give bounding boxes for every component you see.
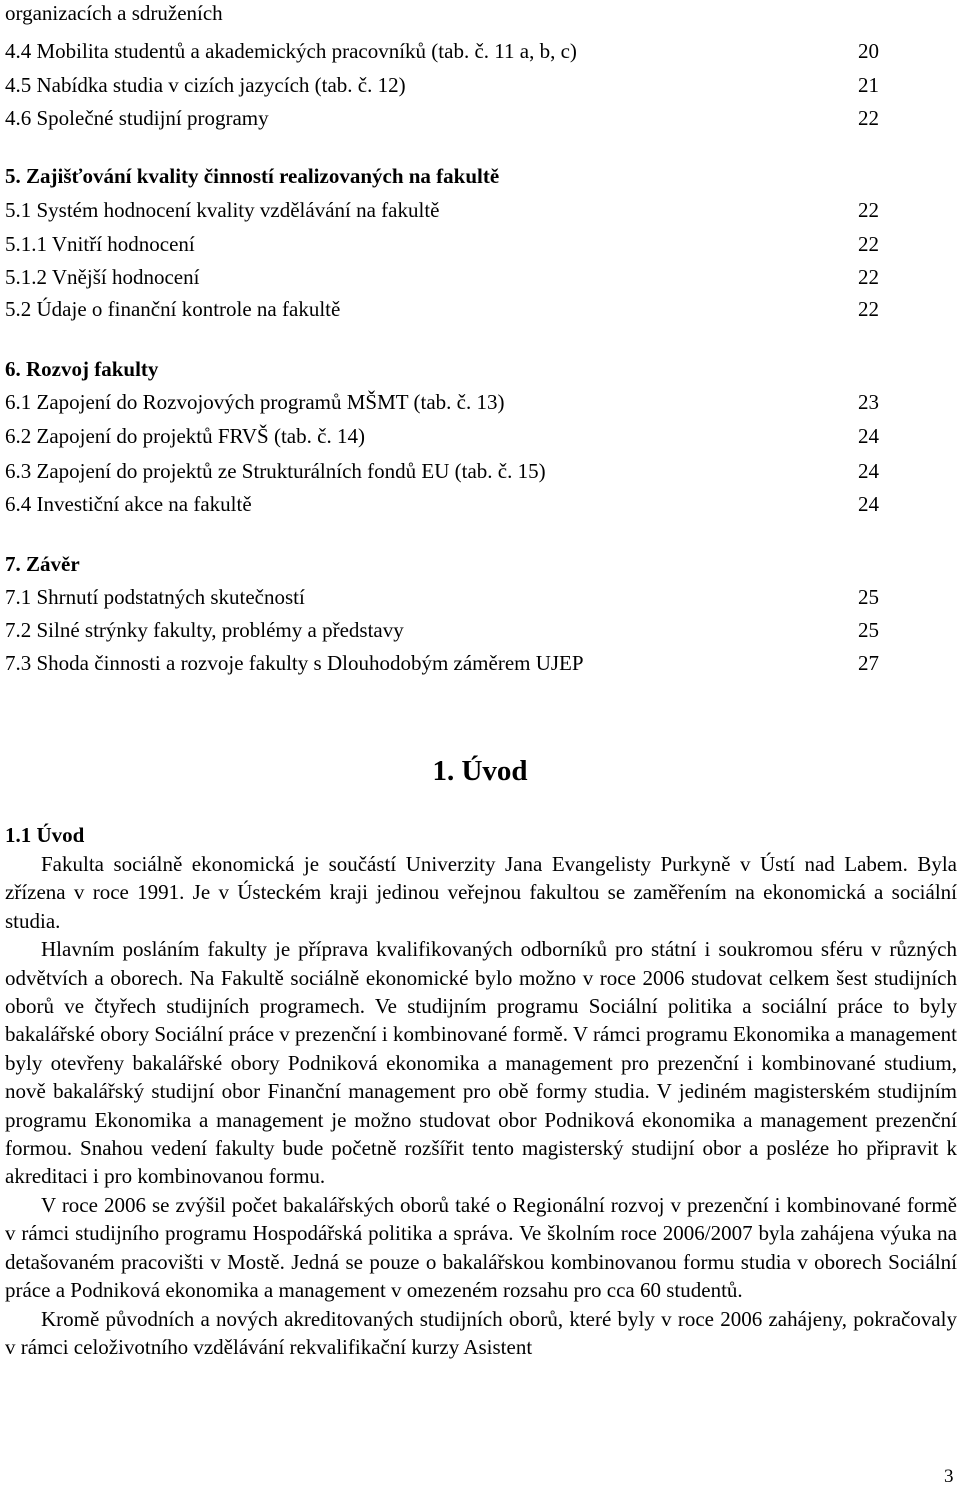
toc-item-page: 22 [858, 265, 879, 289]
chapter-title [0, 755, 960, 788]
toc-item[interactable] [5, 389, 879, 415]
toc-item[interactable] [5, 423, 879, 449]
toc-item-page: 24 [858, 424, 879, 448]
toc-item-page: 25 [858, 618, 879, 642]
toc-item[interactable] [5, 296, 879, 322]
toc-item-page: 24 [858, 492, 879, 516]
paragraph: Hlavním posláním fakulty je příprava kvalifikovaných odborníků pro státní i soukromou sféru v různých odvětvích a oborech. Na Fakultě sociálně ekonomické bylo možno v roce 2006 studovat celkem šest studijních oborů ve čtyřech studijních programech. Ve studijním programu Sociální politika a sociální práce to byly bakalářské obory Sociální práce v prezenční i kombinované formě. V rámci programu Ekonomika a management byly otevřeny bakalářské obory Podniková ekonomika a management pro prezenční i kombinované studium, nově bakalářský studijní obor Finanční management pro obě formy studia. V jediném magisterském studijním programu Ekonomika a management je možno studovat obor Podniková ekonomika a management prezenční formou. Snahou vedení fakulty bude početně rozšířit tento magisterský studijní obor a posléze ho připravit k akreditaci i pro kombinovanou formu. [5, 937, 957, 1189]
toc-item[interactable] [5, 72, 879, 98]
section-body [5, 850, 957, 1361]
toc-item[interactable] [5, 105, 879, 131]
toc-item-text: 7.1 Shrnutí podstatných skutečností [5, 585, 305, 609]
toc-heading-text: 5. Zajišťování kvality činností realizovaných na fakultě [5, 164, 500, 188]
chapter-title-text: 1. Úvod [432, 755, 528, 787]
toc-item-text: 6.4 Investiční akce na fakultě [5, 492, 252, 516]
toc-heading-text: 7. Závěr [5, 552, 80, 576]
toc-item-text: 6.2 Zapojení do projektů FRVŠ (tab. č. 14) [5, 424, 365, 448]
toc-item-text: 5.2 Údaje o finanční kontrole na fakultě [5, 297, 341, 321]
section-title: 1.1 Úvod [5, 823, 85, 847]
toc-item-page: 21 [858, 73, 879, 97]
toc-item-text: 4.4 Mobilita studentů a akademických pracovníků (tab. č. 11 a, b, c) [5, 39, 577, 63]
toc-item-text: 7.3 Shoda činnosti a rozvoje fakulty s Dlouhodobým záměrem UJEP [5, 651, 584, 675]
toc-item-text: 6.3 Zapojení do projektů ze Strukturálních fondů EU (tab. č. 15) [5, 459, 546, 483]
toc-item[interactable] [5, 458, 879, 484]
toc-item-page: 24 [858, 459, 879, 483]
toc-item[interactable] [5, 491, 879, 517]
toc-heading[interactable] [5, 163, 499, 189]
toc-item-page: 23 [858, 390, 879, 414]
toc-heading[interactable] [5, 356, 158, 382]
toc-item-text: 5.1.1 Vnitří hodnocení [5, 232, 195, 256]
toc-item[interactable] [5, 650, 879, 676]
toc-item[interactable] [5, 584, 879, 610]
toc-item-text: 6.1 Zapojení do Rozvojových programů MŠMT (tab. č. 13) [5, 390, 505, 414]
paragraph: Kromě původních a nových akreditovaných studijních oborů, které byly v roce 2006 zahájeny, pokračovaly v rámci celoživotního vzdělávání rekvalifikační kurzy Asistent [5, 1306, 957, 1359]
toc-item[interactable] [5, 264, 879, 290]
toc-heading[interactable] [5, 551, 80, 577]
toc-item[interactable] [5, 197, 879, 223]
toc-item-page: 25 [858, 585, 879, 609]
toc-heading-text: 6. Rozvoj fakulty [5, 357, 159, 381]
toc-item-page: 22 [858, 106, 879, 130]
toc-item-text: 4.6 Společné studijní programy [5, 106, 269, 130]
page-number: 3 [944, 1466, 954, 1487]
toc-item[interactable] [5, 231, 879, 257]
toc-item-page: 22 [858, 297, 879, 321]
toc-item-page: 22 [858, 198, 879, 222]
toc-item-text: 4.5 Nabídka studia v cizích jazycích (tab. č. 12) [5, 73, 406, 97]
toc-item[interactable] [5, 38, 879, 64]
paragraph: Fakulta sociálně ekonomická je součástí Univerzity Jana Evangelisty Purkyně v Ústí nad Labem. Byla zřízena v roce 1991. Je v Ústeckém kraji jedinou veřejnou fakultou se zaměřením na ekonomická a sociální studia. [5, 852, 957, 933]
toc-item-text: 7.2 Silné strýnky fakulty, problémy a představy [5, 618, 404, 642]
toc-item-page: 22 [858, 232, 879, 256]
toc-item-page: 27 [858, 651, 879, 675]
toc-item-page: 20 [858, 39, 879, 63]
paragraph: V roce 2006 se zvýšil počet bakalářských oborů také o Regionální rozvoj v prezenční i kombinované formě v rámci studijního programu Hospodářská politika a správa. Ve školním roce 2006/2007 byla zahájena výuka na detašovaném pracovišti v Mostě. Jedná se pouze o bakalářskou kombinovanou formu studia v oborech Sociální práce a Podniková ekonomika a management v omezeném rozsahu pro cca 60 studentů. [5, 1192, 957, 1303]
toc-continuation: organizacích a sdruženích [5, 1, 223, 25]
toc-item-text: 5.1 Systém hodnocení kvality vzdělávání na fakultě [5, 198, 440, 222]
toc-item-text: 5.1.2 Vnější hodnocení [5, 265, 200, 289]
toc-item[interactable] [5, 617, 879, 643]
